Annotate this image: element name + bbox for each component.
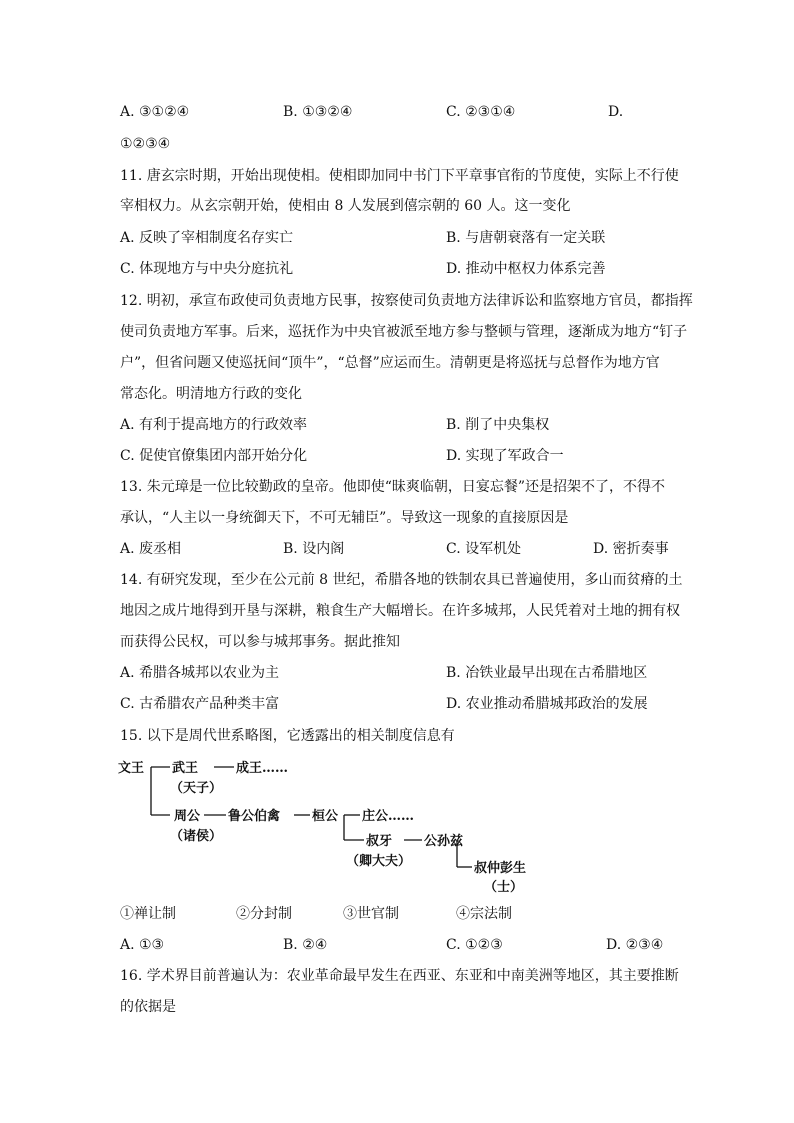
q11-option-c[interactable]: C. 体现地方与中央分庭抗礼 — [120, 261, 294, 277]
q12-stem-line-4: 常态化。明清地方行政的变化 — [120, 386, 302, 402]
q15-item-2: ②分封制 — [236, 906, 292, 922]
label-qingdafu: （卿大夫） — [346, 854, 412, 869]
q12-stem-line-3: 户”，但省问题又使巡抚间“顶牛”，“总督”应运而生。清朝更是将巡抚与总督作为地方官 — [120, 355, 660, 371]
q12-option-a[interactable]: A. 有利于提高地方的行政效率 — [120, 417, 308, 433]
node-wuwang: 武王 — [172, 761, 199, 776]
q16-stem-line-1: 16. 学术界目前普遍认为：农业革命最早发生在西亚、东亚和中南美洲等地区，其主要推断 — [120, 968, 679, 984]
q10-option-d-continued: ①②③④ — [120, 136, 171, 152]
q11-stem-line-2: 宰相权力。从玄宗朝开始，使相由 8 人发展到僖宗朝的 60 人。这一变化 — [120, 198, 571, 214]
q11-option-a[interactable]: A. 反映了宰相制度名存实亡 — [120, 230, 294, 246]
node-shuya: 叔牙 — [366, 834, 393, 849]
q15-item-4: ④宗法制 — [456, 906, 512, 922]
q11-option-b[interactable]: B. 与唐朝衰落有一定关联 — [446, 230, 606, 246]
q14-option-a[interactable]: A. 希腊各城邦以农业为主 — [120, 665, 280, 681]
q12-option-b[interactable]: B. 削了中央集权 — [446, 417, 550, 433]
q10-option-a[interactable]: A. ③①②④ — [120, 104, 190, 120]
node-chengwang: 成王…… — [236, 761, 289, 776]
q16-stem-line-2: 的依据是 — [120, 999, 176, 1015]
q10-option-b[interactable]: B. ①③②④ — [283, 104, 353, 120]
q14-stem-line-1: 14. 有研究发现，至少在公元前 8 世纪，希腊各地的铁制农具已普遍使用，多山而贫瘠的土 — [120, 572, 683, 588]
q10-option-c[interactable]: C. ②③①④ — [446, 104, 516, 120]
node-lugong: 鲁公伯禽 — [228, 809, 281, 824]
q13-option-d[interactable]: D. 密折奏事 — [593, 541, 669, 557]
q11-stem-line-1: 11. 唐玄宗时期，开始出现使相。使相即加同中书门下平章事官衔的节度使，实际上不行使 — [120, 168, 679, 184]
q15-option-b[interactable]: B. ②④ — [283, 937, 328, 953]
q14-option-c[interactable]: C. 古希腊农产品种类丰富 — [120, 696, 280, 712]
q12-option-d[interactable]: D. 实现了军政合一 — [446, 448, 564, 464]
q13-option-c[interactable]: C. 设军机处 — [446, 541, 522, 557]
node-zhuanggong: 庄公…… — [362, 809, 415, 824]
q13-stem-line-1: 13. 朱元璋是一位比较勤政的皇帝。他即使“昧爽临朝，日宴忘餐”还是招架不了，不得不 — [120, 479, 666, 495]
q12-stem-line-2: 使司负责地方军事。后来，巡抚作为中央官被派至地方参与整顿与管理，逐渐成为地方“钉子 — [120, 324, 688, 340]
q14-option-b[interactable]: B. 冶铁业最早出现在古希腊地区 — [446, 665, 648, 681]
node-gongsunzi: 公孙兹 — [424, 834, 464, 849]
node-zhougong: 周公 — [174, 809, 201, 824]
label-zhuhou: （诸侯） — [170, 829, 223, 844]
q13-stem-line-2: 承认，“人主以一身统御天下，不可无辅臣”。导致这一现象的直接原因是 — [120, 510, 569, 526]
label-tianzi: （天子） — [170, 781, 223, 796]
q12-stem-line-1: 12. 明初，承宣布政使司负责地方民事，按察使司负责地方法律诉讼和监察地方官员，都指挥 — [120, 293, 693, 309]
node-wenwang: 文王 — [118, 761, 145, 776]
q12-option-c[interactable]: C. 促使官僚集团内部开始分化 — [120, 448, 308, 464]
q15-stem: 15. 以下是周代世系略图，它透露出的相关制度信息有 — [120, 728, 455, 744]
q15-option-d[interactable]: D. ②③④ — [606, 937, 664, 953]
q15-item-1: ①禅让制 — [120, 906, 176, 922]
q14-stem-line-3: 而获得公民权，可以参与城邦事务。据此推知 — [120, 634, 400, 650]
q15-option-a[interactable]: A. ①③ — [120, 937, 165, 953]
q15-option-c[interactable]: C. ①②③ — [446, 937, 503, 953]
zhou-lineage-diagram — [118, 755, 558, 895]
q13-option-b[interactable]: B. 设内阁 — [283, 541, 345, 557]
q10-option-d[interactable]: D. — [608, 104, 624, 120]
q14-option-d[interactable]: D. 农业推动希腊城邦政治的发展 — [446, 696, 648, 712]
q14-stem-line-2: 地因之成片地得到开垦与深耕，粮食生产大幅增长。在许多城邦，人民凭着对土地的拥有权 — [120, 603, 680, 619]
q13-option-a[interactable]: A. 废丞相 — [120, 541, 182, 557]
node-huangong: 桓公 — [312, 809, 339, 824]
q15-item-3: ③世官制 — [343, 906, 399, 922]
node-shuzhong: 叔仲彭生 — [474, 861, 527, 876]
q11-option-d[interactable]: D. 推动中枢权力体系完善 — [446, 261, 606, 277]
label-shi: （士） — [484, 880, 524, 895]
